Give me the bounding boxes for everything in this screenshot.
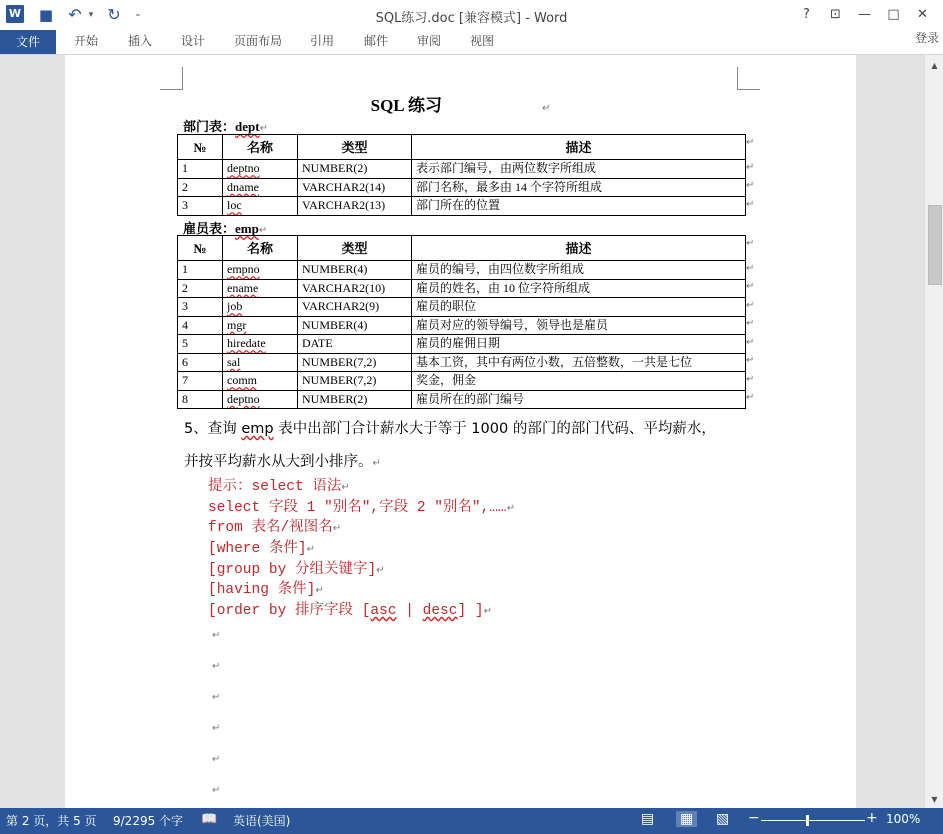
field-name: dname bbox=[227, 179, 259, 194]
tab-review[interactable]: 审阅 bbox=[417, 34, 442, 48]
emp-header-cell: № bbox=[178, 236, 223, 261]
table-row bbox=[178, 316, 746, 335]
tab-insert[interactable]: 插入 bbox=[128, 34, 153, 48]
ribbon-tabs bbox=[0, 30, 943, 55]
web-layout-icon[interactable]: ▧ bbox=[716, 811, 730, 827]
undo-icon[interactable]: ↶ bbox=[68, 5, 82, 24]
minimize-icon[interactable]: — bbox=[858, 7, 871, 22]
table-row bbox=[178, 390, 746, 409]
field-name: sal bbox=[227, 354, 241, 369]
table-cell: VARCHAR2(9) bbox=[298, 298, 412, 317]
row-end-mark: ↵ bbox=[746, 355, 755, 366]
table-row bbox=[178, 335, 746, 354]
emp-header-cell: 描述 bbox=[412, 236, 746, 261]
dept-header-cell: 描述 bbox=[412, 135, 746, 160]
table-cell: 1 bbox=[178, 261, 223, 280]
crop-mark-left bbox=[160, 67, 183, 90]
table-cell bbox=[223, 160, 298, 179]
table-cell: VARCHAR2(13) bbox=[298, 197, 412, 216]
row-end-mark: ↵ bbox=[746, 392, 755, 403]
row-end-mark: ↵ bbox=[746, 161, 755, 173]
scroll-down-icon[interactable]: ▼ bbox=[931, 795, 938, 804]
field-name: deptno bbox=[227, 391, 260, 406]
tab-design[interactable]: 设计 bbox=[181, 34, 206, 48]
dept-header-cell: 名称 bbox=[223, 135, 298, 160]
tab-file[interactable]: 文件 bbox=[0, 30, 56, 54]
table-cell: 雇员的编号，由四位数字所组成 bbox=[412, 261, 746, 280]
table-cell: 部门名称，最多由 14 个字符所组成 bbox=[412, 178, 746, 197]
table-cell: VARCHAR2(14) bbox=[298, 178, 412, 197]
table-row bbox=[178, 197, 746, 216]
row-end-mark: ↵ bbox=[746, 262, 755, 274]
empty-paragraph-mark: ↵ bbox=[212, 661, 221, 672]
zoom-slider-thumb[interactable] bbox=[806, 815, 809, 826]
question-line-1: 5、查询 emp 表中出部门合计薪水大于等于 1000 的部门的部门代码、平均薪水， bbox=[184, 421, 716, 437]
hint-line: [order by 排序字段 [asc | desc] ]↵ bbox=[208, 603, 492, 619]
table-cell: 8 bbox=[178, 390, 223, 409]
read-mode-icon[interactable]: ▤ bbox=[641, 811, 655, 827]
hint-line: from 表名/视图名↵ bbox=[208, 520, 342, 536]
zoom-slider[interactable] bbox=[761, 820, 865, 821]
empty-paragraph-mark: ↵ bbox=[212, 630, 221, 641]
table-cell: DATE bbox=[298, 335, 412, 354]
zoom-level[interactable]: 100% bbox=[886, 812, 921, 826]
document-area[interactable] bbox=[0, 55, 924, 808]
scrollbar-thumb[interactable] bbox=[928, 205, 942, 285]
emp-header-cell: 类型 bbox=[298, 236, 412, 261]
hint-line: [having 条件]↵ bbox=[208, 582, 324, 598]
table-cell: NUMBER(7,2) bbox=[298, 372, 412, 391]
tab-references[interactable]: 引用 bbox=[310, 34, 335, 48]
dept-header-cell: 类型 bbox=[298, 135, 412, 160]
table-cell: 奖金，佣金 bbox=[412, 372, 746, 391]
table-cell bbox=[223, 279, 298, 298]
table-cell: NUMBER(4) bbox=[298, 261, 412, 280]
table-cell: 4 bbox=[178, 316, 223, 335]
table-cell: 5 bbox=[178, 335, 223, 354]
table-cell: 3 bbox=[178, 298, 223, 317]
hint-line: [group by 分组关键字]↵ bbox=[208, 562, 385, 578]
table-row bbox=[178, 261, 746, 280]
tab-layout[interactable]: 页面布局 bbox=[234, 34, 283, 48]
field-name: job bbox=[227, 299, 243, 314]
table-row bbox=[178, 298, 746, 317]
table-cell: 2 bbox=[178, 178, 223, 197]
empty-paragraph-mark: ↵ bbox=[212, 723, 221, 734]
table-cell: 雇员对应的领导编号，领导也是雇员 bbox=[412, 316, 746, 335]
row-end-mark: ↵ bbox=[746, 136, 755, 148]
table-cell: 1 bbox=[178, 160, 223, 179]
field-name: empno bbox=[227, 262, 260, 277]
row-end-mark: ↵ bbox=[746, 373, 755, 385]
emp-table bbox=[177, 235, 746, 409]
scroll-up-icon[interactable]: ▲ bbox=[931, 61, 938, 70]
table-cell bbox=[223, 335, 298, 354]
table-cell: NUMBER(7,2) bbox=[298, 353, 412, 372]
table-cell bbox=[223, 353, 298, 372]
table-cell bbox=[223, 316, 298, 335]
dept-table-label: 部门表：dept↵ bbox=[183, 119, 268, 134]
row-end-mark: ↵ bbox=[746, 299, 755, 311]
proofing-icon[interactable]: 📖 bbox=[201, 812, 218, 827]
row-end-mark: ↵ bbox=[746, 198, 755, 210]
table-cell bbox=[223, 390, 298, 409]
page-title: SQL 练习 ↵ bbox=[370, 96, 551, 115]
page-count[interactable]: 第 2 页，共 5 页 bbox=[6, 814, 97, 828]
hint-line: [where 条件]↵ bbox=[208, 541, 316, 557]
row-end-mark: ↵ bbox=[746, 237, 755, 249]
table-cell: 雇员所在的部门编号 bbox=[412, 390, 746, 409]
tab-mailings[interactable]: 邮件 bbox=[364, 34, 389, 48]
field-name: hiredate bbox=[227, 336, 266, 351]
table-cell bbox=[223, 298, 298, 317]
table-cell: 部门所在的位置 bbox=[412, 197, 746, 216]
redo-icon[interactable]: ↻ bbox=[107, 5, 121, 24]
table-cell: NUMBER(4) bbox=[298, 316, 412, 335]
zoom-out-button[interactable]: − bbox=[748, 810, 760, 826]
table-cell: NUMBER(2) bbox=[298, 390, 412, 409]
signin-link[interactable]: 登录 bbox=[914, 31, 939, 45]
row-end-mark: ↵ bbox=[746, 281, 755, 292]
field-name: ename bbox=[227, 280, 259, 295]
emp-header-cell: 名称 bbox=[223, 236, 298, 261]
status-bar bbox=[0, 808, 943, 834]
table-cell: 雇员的雇佣日期 bbox=[412, 335, 746, 354]
field-name: deptno bbox=[227, 161, 260, 176]
window-title: SQL练习.doc [兼容模式] - Word bbox=[375, 11, 568, 26]
save-icon[interactable]: ■ bbox=[38, 6, 54, 24]
close-icon[interactable]: ✕ bbox=[917, 7, 928, 22]
word-count[interactable]: 9/2295 个字 bbox=[113, 814, 184, 828]
crop-mark-right bbox=[737, 67, 760, 90]
question-line-2: 并按平均薪水从大到小排序。↵ bbox=[184, 454, 381, 470]
row-end-mark: ↵ bbox=[746, 336, 755, 348]
table-row bbox=[178, 160, 746, 179]
field-name: loc bbox=[227, 198, 242, 213]
table-row bbox=[178, 279, 746, 298]
zoom-in-button[interactable]: + bbox=[866, 810, 878, 826]
row-end-mark: ↵ bbox=[746, 318, 755, 329]
table-cell bbox=[223, 261, 298, 280]
table-row bbox=[178, 353, 746, 372]
empty-paragraph-mark: ↵ bbox=[212, 692, 221, 703]
table-cell: 基本工资，其中有两位小数，五倍整数，一共是七位 bbox=[412, 353, 746, 372]
undo-dropdown-icon[interactable]: ▾ bbox=[88, 10, 94, 20]
hint-line: 提示：select 语法↵ bbox=[208, 479, 350, 495]
table-cell: NUMBER(2) bbox=[298, 160, 412, 179]
empty-paragraph-mark: ↵ bbox=[212, 785, 221, 796]
dept-table bbox=[177, 134, 746, 216]
table-cell bbox=[223, 178, 298, 197]
table-cell: 雇员的姓名，由 10 位字符所组成 bbox=[412, 279, 746, 298]
table-cell: 6 bbox=[178, 353, 223, 372]
word-logo-icon[interactable]: W bbox=[6, 5, 24, 23]
language-indicator[interactable]: 英语(美国) bbox=[233, 814, 291, 828]
title-bar bbox=[0, 0, 943, 30]
table-cell: 表示部门编号，由两位数字所组成 bbox=[412, 160, 746, 179]
table-row bbox=[178, 178, 746, 197]
field-name: mgr bbox=[227, 317, 247, 332]
maximize-icon[interactable]: □ bbox=[887, 7, 900, 22]
table-cell: 2 bbox=[178, 279, 223, 298]
dept-header-cell: № bbox=[178, 135, 223, 160]
document-page[interactable] bbox=[65, 55, 856, 808]
tab-home[interactable]: 开始 bbox=[74, 34, 99, 48]
row-end-mark: ↵ bbox=[746, 180, 755, 191]
tab-view[interactable]: 视图 bbox=[470, 34, 495, 48]
table-row bbox=[178, 372, 746, 391]
empty-paragraph-mark: ↵ bbox=[212, 754, 221, 765]
customize-toolbar-icon[interactable]: ₌ bbox=[135, 10, 141, 20]
help-icon[interactable]: ? bbox=[803, 7, 810, 22]
hint-line: select 字段 1 "别名",字段 2 "别名",……↵ bbox=[208, 500, 516, 516]
table-cell bbox=[223, 372, 298, 391]
table-cell: VARCHAR2(10) bbox=[298, 279, 412, 298]
table-cell: 雇员的职位 bbox=[412, 298, 746, 317]
table-cell bbox=[223, 197, 298, 216]
table-cell: 7 bbox=[178, 372, 223, 391]
emp-table-label: 雇员表：emp↵ bbox=[183, 221, 268, 236]
ribbon-display-options-icon[interactable]: ⊡ bbox=[830, 7, 841, 22]
field-name: comm bbox=[227, 373, 257, 388]
print-layout-icon[interactable]: ▦ bbox=[676, 811, 697, 827]
vertical-scrollbar[interactable] bbox=[924, 55, 943, 808]
table-cell: 3 bbox=[178, 197, 223, 216]
